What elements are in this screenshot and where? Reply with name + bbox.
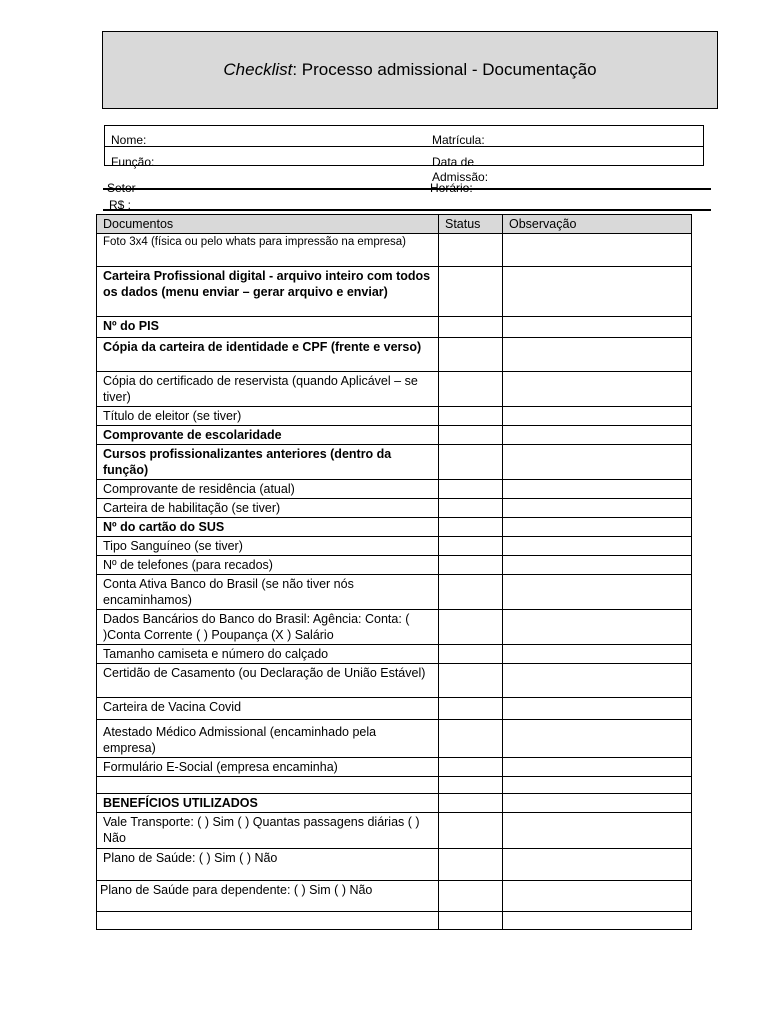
table-row	[97, 777, 692, 794]
row-label: Carteira de Vacina Covid	[97, 698, 439, 720]
observacao-cell[interactable]	[503, 338, 692, 372]
status-cell[interactable]	[439, 575, 503, 610]
rs-label: R$ :	[109, 198, 132, 212]
status-cell[interactable]	[439, 610, 503, 645]
title-italic: Checklist	[223, 60, 293, 79]
table-row	[97, 372, 692, 407]
data-admissao-label: Data de Admissão:	[432, 155, 489, 184]
table-row	[97, 698, 692, 720]
status-cell[interactable]	[439, 720, 503, 758]
matricula-label: Matrícula:	[432, 133, 485, 147]
observacao-cell[interactable]	[503, 480, 692, 499]
status-cell[interactable]	[439, 480, 503, 499]
observacao-cell[interactable]	[503, 777, 692, 794]
status-cell[interactable]	[439, 499, 503, 518]
row-label: Plano de Saúde: ( ) Sim ( ) Não	[97, 849, 439, 881]
header-documentos: Documentos	[97, 215, 439, 234]
row-label: Cursos profissionalizantes anteriores (dentro da função)	[97, 445, 439, 480]
table-row	[97, 234, 692, 267]
header-status: Status	[439, 215, 503, 234]
document-title	[102, 31, 718, 109]
observacao-cell[interactable]	[503, 518, 692, 537]
row-label	[97, 777, 439, 794]
info-divider	[105, 146, 703, 147]
table-row	[97, 881, 692, 912]
status-cell[interactable]	[439, 912, 503, 930]
observacao-cell[interactable]	[503, 610, 692, 645]
observacao-cell[interactable]	[503, 881, 692, 912]
row-label: Certidão de Casamento (ou Declaração de União Estável)	[97, 664, 439, 698]
table-row	[97, 664, 692, 698]
status-cell[interactable]	[439, 698, 503, 720]
setor-line	[103, 188, 711, 190]
observacao-cell[interactable]	[503, 317, 692, 338]
rs-line	[103, 209, 711, 211]
status-cell[interactable]	[439, 338, 503, 372]
row-label: BENEFÍCIOS UTILIZADOS	[97, 794, 439, 813]
row-label: Carteira Profissional digital - arquivo inteiro com todos os dados (menu enviar – gerar arquivo e enviar)	[97, 267, 439, 317]
status-cell[interactable]	[439, 426, 503, 445]
observacao-cell[interactable]	[503, 234, 692, 267]
table-row	[97, 849, 692, 881]
row-label: Tamanho camiseta e número do calçado	[97, 645, 439, 664]
row-label: Cópia do certificado de reservista (quando Aplicável – se tiver)	[97, 372, 439, 407]
status-cell[interactable]	[439, 777, 503, 794]
observacao-cell[interactable]	[503, 813, 692, 849]
row-label: Comprovante de escolaridade	[97, 426, 439, 445]
table-row	[97, 794, 692, 813]
row-label: Título de eleitor (se tiver)	[97, 407, 439, 426]
status-cell[interactable]	[439, 267, 503, 317]
row-label: Tipo Sanguíneo (se tiver)	[97, 537, 439, 556]
table-row	[97, 426, 692, 445]
employee-info-box	[104, 125, 704, 166]
table-row	[97, 556, 692, 575]
table-row	[97, 720, 692, 758]
table-row	[97, 912, 692, 930]
status-cell[interactable]	[439, 881, 503, 912]
horario-label: Horário:	[430, 181, 473, 195]
nome-label: Nome:	[111, 133, 147, 147]
row-label: Formulário E-Social (empresa encaminha)	[97, 758, 439, 777]
observacao-cell[interactable]	[503, 575, 692, 610]
table-row	[97, 518, 692, 537]
row-label	[97, 912, 439, 930]
row-label: Comprovante de residência (atual)	[97, 480, 439, 499]
observacao-cell[interactable]	[503, 912, 692, 930]
table-row	[97, 537, 692, 556]
row-label: Nº do PIS	[97, 317, 439, 338]
table-row	[97, 480, 692, 499]
table-row	[97, 407, 692, 426]
row-label: Atestado Médico Admissional (encaminhado pela empresa)	[97, 720, 439, 758]
status-cell[interactable]	[439, 518, 503, 537]
status-cell[interactable]	[439, 372, 503, 407]
title-rest: : Processo admissional - Documentação	[292, 60, 597, 79]
status-cell[interactable]	[439, 317, 503, 338]
row-label: Carteira de habilitação (se tiver)	[97, 499, 439, 518]
observacao-cell[interactable]	[503, 267, 692, 317]
observacao-cell[interactable]	[503, 499, 692, 518]
row-label: Nº do cartão do SUS	[97, 518, 439, 537]
status-cell[interactable]	[439, 645, 503, 664]
observacao-cell[interactable]	[503, 758, 692, 777]
observacao-cell[interactable]	[503, 664, 692, 698]
observacao-cell[interactable]	[503, 794, 692, 813]
observacao-cell[interactable]	[503, 556, 692, 575]
table-row	[97, 758, 692, 777]
observacao-cell[interactable]	[503, 426, 692, 445]
row-label: Dados Bancários do Banco do Brasil: Agência: Conta: ( )Conta Corrente ( ) Poupança (X ) Salário	[97, 610, 439, 645]
row-label: Vale Transporte: ( ) Sim ( ) Quantas passagens diárias ( ) Não	[97, 813, 439, 849]
status-cell[interactable]	[439, 234, 503, 267]
status-cell[interactable]	[439, 813, 503, 849]
observacao-cell[interactable]	[503, 372, 692, 407]
table-row	[97, 575, 692, 610]
table-row	[97, 610, 692, 645]
table-row	[97, 645, 692, 664]
documents-table	[96, 214, 692, 930]
observacao-cell[interactable]	[503, 445, 692, 480]
setor-label: Setor	[107, 181, 136, 195]
observacao-cell[interactable]	[503, 698, 692, 720]
row-label: Nº de telefones (para recados)	[97, 556, 439, 575]
status-cell[interactable]	[439, 407, 503, 426]
observacao-cell[interactable]	[503, 645, 692, 664]
row-label: Conta Ativa Banco do Brasil (se não tiver nós encaminhamos)	[97, 575, 439, 610]
table-row	[97, 813, 692, 849]
table-row	[97, 445, 692, 480]
table-row	[97, 267, 692, 317]
table-row	[97, 317, 692, 338]
funcao-label: Função:	[111, 155, 155, 169]
observacao-cell[interactable]	[503, 720, 692, 758]
status-cell[interactable]	[439, 537, 503, 556]
status-cell[interactable]	[439, 445, 503, 480]
table-row	[97, 338, 692, 372]
header-observacao: Observação	[503, 215, 692, 234]
observacao-cell[interactable]	[503, 849, 692, 881]
observacao-cell[interactable]	[503, 407, 692, 426]
table-row	[97, 499, 692, 518]
status-cell[interactable]	[439, 758, 503, 777]
row-label: Foto 3x4 (física ou pelo whats para impressão na empresa)	[97, 234, 439, 267]
row-label: Cópia da carteira de identidade e CPF (frente e verso)	[97, 338, 439, 372]
row-label: Plano de Saúde para dependente: ( ) Sim ( ) Não	[97, 881, 439, 912]
status-cell[interactable]	[439, 794, 503, 813]
observacao-cell[interactable]	[503, 537, 692, 556]
status-cell[interactable]	[439, 664, 503, 698]
status-cell[interactable]	[439, 556, 503, 575]
status-cell[interactable]	[439, 849, 503, 881]
